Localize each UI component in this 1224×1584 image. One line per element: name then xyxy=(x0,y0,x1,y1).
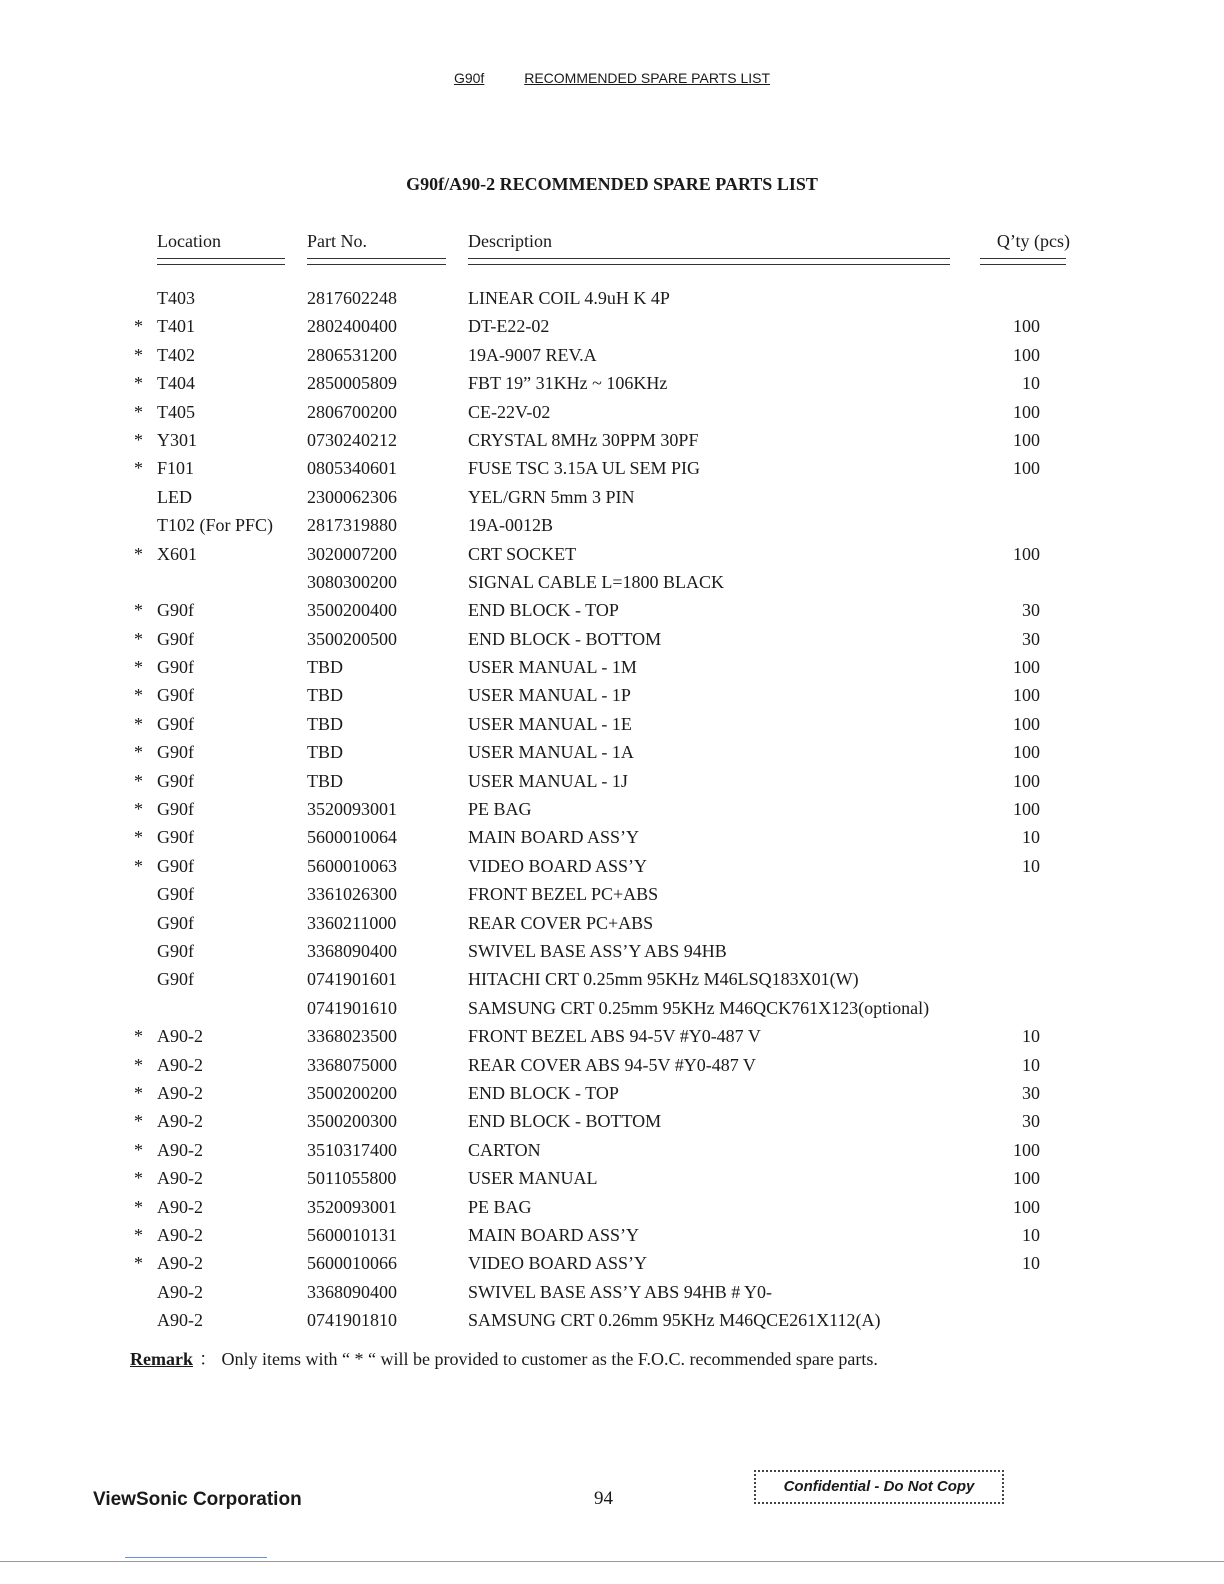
table-row xyxy=(130,369,1070,397)
cell-qty: 100 xyxy=(1013,1139,1040,1160)
cell-description: END BLOCK - TOP xyxy=(468,1082,619,1103)
cell-qty: 100 xyxy=(1013,344,1040,365)
bottom-divider xyxy=(0,1561,1224,1562)
cell-description: FRONT BEZEL PC+ABS xyxy=(468,884,659,905)
cell-description: HITACHI CRT 0.25mm 95KHz M46LSQ183X01(W) xyxy=(468,969,859,990)
table-row xyxy=(130,398,1070,426)
cell-qty: 100 xyxy=(1013,1168,1040,1189)
cell-part-no: 3520093001 xyxy=(307,1196,397,1217)
table-row xyxy=(130,284,1070,312)
cell-description: SWIVEL BASE ASS’Y ABS 94HB # Y0- xyxy=(468,1281,773,1302)
cell-location: G90f xyxy=(157,628,194,649)
confidential-stamp: Confidential - Do Not Copy xyxy=(754,1470,1004,1504)
cell-description: USER MANUAL - 1P xyxy=(468,685,631,706)
table-row xyxy=(130,1193,1070,1221)
cell-description: REAR COVER ABS 94-5V #Y0-487 V xyxy=(468,1054,756,1075)
cell-description: PE BAG xyxy=(468,1196,532,1217)
page-header xyxy=(0,70,1224,86)
table-row xyxy=(130,625,1070,653)
cell-location: A90-2 xyxy=(157,1168,203,1189)
cell-description: USER MANUAL xyxy=(468,1168,598,1189)
cell-qty: 30 xyxy=(1022,600,1040,621)
cell-location: LED xyxy=(157,486,192,507)
table-row xyxy=(130,1249,1070,1277)
cell-qty: 10 xyxy=(1022,373,1040,394)
cell-part-no: TBD xyxy=(307,742,343,763)
page-number: 94 xyxy=(594,1488,613,1509)
cell-part-no: 3360211000 xyxy=(307,912,397,933)
star-marker: * xyxy=(134,1168,143,1189)
column-header-description: Description xyxy=(468,231,552,251)
cell-part-no: 2806531200 xyxy=(307,344,397,365)
cell-part-no: 0741901601 xyxy=(307,969,397,990)
cell-location: T402 xyxy=(157,344,195,365)
cell-part-no: 2817602248 xyxy=(307,288,397,308)
cell-location: A90-2 xyxy=(157,1224,203,1245)
table-row xyxy=(130,994,1070,1022)
cell-location: A90-2 xyxy=(157,1026,203,1047)
cell-qty: 100 xyxy=(1013,401,1040,422)
cell-description: MAIN BOARD ASS’Y xyxy=(468,1224,640,1245)
star-marker: * xyxy=(134,855,143,876)
header-model: G90f xyxy=(453,70,485,86)
star-marker: * xyxy=(134,543,143,564)
cell-qty: 100 xyxy=(1013,316,1040,337)
star-marker: * xyxy=(134,429,143,450)
star-marker: * xyxy=(134,827,143,848)
cell-qty: 100 xyxy=(1013,657,1040,678)
star-marker: * xyxy=(134,657,143,678)
star-marker: * xyxy=(134,401,143,422)
star-marker: * xyxy=(134,1139,143,1160)
rule-part-no xyxy=(307,258,446,265)
table-row xyxy=(130,1278,1070,1306)
table-row xyxy=(130,596,1070,624)
cell-qty: 100 xyxy=(1013,543,1040,564)
cell-description: SIGNAL CABLE L=1800 BLACK xyxy=(468,571,724,592)
star-marker: * xyxy=(134,1026,143,1047)
cell-location: G90f xyxy=(157,657,194,678)
cell-qty: 100 xyxy=(1013,685,1040,706)
table-row xyxy=(130,653,1070,681)
table-row xyxy=(130,681,1070,709)
table-row xyxy=(130,767,1070,795)
cell-part-no: TBD xyxy=(307,685,343,706)
table-row xyxy=(130,1136,1070,1164)
cell-qty: 100 xyxy=(1013,429,1040,450)
star-marker: * xyxy=(134,344,143,365)
cell-part-no: 5600010066 xyxy=(307,1253,397,1274)
star-marker: * xyxy=(134,316,143,337)
star-marker: * xyxy=(134,1224,143,1245)
cell-location: G90f xyxy=(157,770,194,791)
header-rules xyxy=(130,254,1070,284)
table-body xyxy=(130,284,1070,1334)
footer-company: ViewSonic Corporation xyxy=(93,1489,302,1510)
spare-parts-table xyxy=(130,228,1070,1334)
cell-description: END BLOCK - BOTTOM xyxy=(468,628,662,649)
cell-qty: 10 xyxy=(1022,1054,1040,1075)
star-marker: * xyxy=(134,1196,143,1217)
cell-description: LINEAR COIL 4.9uH K 4P xyxy=(468,288,670,308)
table-row xyxy=(130,1107,1070,1135)
cell-part-no: 3368090400 xyxy=(307,940,397,961)
cell-part-no: 0741901610 xyxy=(307,997,397,1018)
table-row xyxy=(130,710,1070,738)
table-row xyxy=(130,880,1070,908)
star-marker: * xyxy=(134,1253,143,1274)
cell-part-no: 2806700200 xyxy=(307,401,397,422)
cell-location: A90-2 xyxy=(157,1253,203,1274)
cell-description: VIDEO BOARD ASS’Y xyxy=(468,1253,648,1274)
cell-description: FRONT BEZEL ABS 94-5V #Y0-487 V xyxy=(468,1026,761,1047)
cell-description: VIDEO BOARD ASS’Y xyxy=(468,855,648,876)
cell-description: USER MANUAL - 1J xyxy=(468,770,628,791)
bottom-link-underline xyxy=(125,1557,267,1558)
cell-part-no: 0805340601 xyxy=(307,458,397,479)
column-header-location: Location xyxy=(157,231,221,251)
star-marker: * xyxy=(134,458,143,479)
table-row xyxy=(130,454,1070,482)
cell-location: A90-2 xyxy=(157,1196,203,1217)
cell-location: X601 xyxy=(157,543,197,564)
cell-part-no: TBD xyxy=(307,770,343,791)
cell-location: T404 xyxy=(157,373,195,394)
table-row xyxy=(130,312,1070,340)
table-row xyxy=(130,823,1070,851)
cell-part-no: 3500200500 xyxy=(307,628,397,649)
cell-location: G90f xyxy=(157,799,194,820)
cell-qty: 30 xyxy=(1022,1082,1040,1103)
cell-qty: 10 xyxy=(1022,1026,1040,1047)
cell-description: END BLOCK - TOP xyxy=(468,600,619,621)
cell-part-no: 3368075000 xyxy=(307,1054,397,1075)
cell-location: F101 xyxy=(157,458,195,479)
table-row xyxy=(130,965,1070,993)
table-row xyxy=(130,1306,1070,1334)
cell-location: A90-2 xyxy=(157,1310,203,1331)
table-row xyxy=(130,909,1070,937)
cell-description: 19A-0012B xyxy=(468,515,553,536)
table-row xyxy=(130,511,1070,539)
star-marker: * xyxy=(134,799,143,820)
cell-part-no: 2300062306 xyxy=(307,486,397,507)
star-marker: * xyxy=(134,1082,143,1103)
cell-location: G90f xyxy=(157,600,194,621)
cell-part-no: 2802400400 xyxy=(307,316,397,337)
rule-description xyxy=(468,258,950,265)
cell-qty: 100 xyxy=(1013,770,1040,791)
cell-description: CARTON xyxy=(468,1139,541,1160)
star-marker: * xyxy=(134,373,143,394)
remark-label: Remark xyxy=(130,1349,193,1369)
table-row xyxy=(130,568,1070,596)
cell-part-no: 0741901810 xyxy=(307,1310,397,1331)
cell-description: CRYSTAL 8MHz 30PPM 30PF xyxy=(468,429,699,450)
cell-qty: 10 xyxy=(1022,855,1040,876)
header-title: RECOMMENDED SPARE PARTS LIST xyxy=(524,70,771,86)
cell-qty: 10 xyxy=(1022,1224,1040,1245)
cell-description: 19A-9007 REV.A xyxy=(468,344,597,365)
cell-location: Y301 xyxy=(157,429,197,450)
cell-location: A90-2 xyxy=(157,1082,203,1103)
cell-description: USER MANUAL - 1E xyxy=(468,713,632,734)
star-marker: * xyxy=(134,1054,143,1075)
cell-part-no: 5600010131 xyxy=(307,1224,397,1245)
cell-qty: 100 xyxy=(1013,458,1040,479)
remark xyxy=(130,1345,878,1371)
table-row xyxy=(130,852,1070,880)
cell-description: USER MANUAL - 1A xyxy=(468,742,634,763)
table-row xyxy=(130,1164,1070,1192)
table-row xyxy=(130,540,1070,568)
cell-part-no: 3500200300 xyxy=(307,1111,397,1132)
cell-description: SAMSUNG CRT 0.26mm 95KHz M46QCE261X112(A) xyxy=(468,1310,881,1331)
table-row xyxy=(130,795,1070,823)
star-marker: * xyxy=(134,685,143,706)
cell-part-no: TBD xyxy=(307,713,343,734)
cell-part-no: 3500200200 xyxy=(307,1082,397,1103)
cell-description: SAMSUNG CRT 0.25mm 95KHz M46QCK761X123(optional) xyxy=(468,997,930,1018)
cell-part-no: 3510317400 xyxy=(307,1139,397,1160)
table-row xyxy=(130,738,1070,766)
cell-location: A90-2 xyxy=(157,1139,203,1160)
table-row xyxy=(130,483,1070,511)
cell-qty: 100 xyxy=(1013,713,1040,734)
cell-description: FBT 19” 31KHz ~ 106KHz xyxy=(468,373,668,394)
cell-location: A90-2 xyxy=(157,1054,203,1075)
cell-description: CRT SOCKET xyxy=(468,543,577,564)
cell-description: PE BAG xyxy=(468,799,532,820)
cell-location: G90f xyxy=(157,713,194,734)
table-row xyxy=(130,426,1070,454)
cell-part-no: 5011055800 xyxy=(307,1168,397,1189)
cell-description: CE-22V-02 xyxy=(468,401,551,422)
star-marker: * xyxy=(134,770,143,791)
star-marker: * xyxy=(134,1111,143,1132)
star-marker: * xyxy=(134,628,143,649)
star-marker: * xyxy=(134,713,143,734)
table-header-row xyxy=(130,228,1070,254)
cell-qty: 100 xyxy=(1013,742,1040,763)
cell-part-no: 5600010063 xyxy=(307,855,397,876)
column-header-part-no: Part No. xyxy=(307,231,367,251)
cell-part-no: 5600010064 xyxy=(307,827,397,848)
cell-qty: 100 xyxy=(1013,1196,1040,1217)
table-row xyxy=(130,341,1070,369)
cell-part-no: 2850005809 xyxy=(307,373,397,394)
rule-qty xyxy=(980,258,1066,265)
cell-location: G90f xyxy=(157,855,194,876)
star-marker: * xyxy=(134,600,143,621)
cell-part-no: 2817319880 xyxy=(307,515,397,536)
cell-qty: 30 xyxy=(1022,628,1040,649)
cell-qty: 10 xyxy=(1022,1253,1040,1274)
cell-description: SWIVEL BASE ASS’Y ABS 94HB xyxy=(468,940,727,961)
cell-description: MAIN BOARD ASS’Y xyxy=(468,827,640,848)
cell-location: G90f xyxy=(157,884,194,905)
cell-location: G90f xyxy=(157,940,194,961)
cell-part-no: 3520093001 xyxy=(307,799,397,820)
table-row xyxy=(130,1079,1070,1107)
cell-location: G90f xyxy=(157,742,194,763)
cell-description: FUSE TSC 3.15A UL SEM PIG xyxy=(468,458,701,479)
document-title: G90f/A90-2 RECOMMENDED SPARE PARTS LIST xyxy=(406,174,818,194)
cell-location: T405 xyxy=(157,401,195,422)
cell-part-no: 3020007200 xyxy=(307,543,397,564)
cell-description: DT-E22-02 xyxy=(468,316,550,337)
cell-qty: 10 xyxy=(1022,827,1040,848)
cell-description: YEL/GRN 5mm 3 PIN xyxy=(468,486,635,507)
table-row xyxy=(130,1221,1070,1249)
cell-part-no: 3080300200 xyxy=(307,571,397,592)
star-marker: * xyxy=(134,742,143,763)
table-row xyxy=(130,1022,1070,1050)
table-row xyxy=(130,937,1070,965)
table-row xyxy=(130,1051,1070,1079)
cell-description: END BLOCK - BOTTOM xyxy=(468,1111,662,1132)
cell-part-no: TBD xyxy=(307,657,343,678)
cell-part-no: 0730240212 xyxy=(307,429,397,450)
cell-location: T102 (For PFC) xyxy=(157,515,274,536)
cell-part-no: 3368023500 xyxy=(307,1026,397,1047)
rule-location xyxy=(157,258,285,265)
cell-description: REAR COVER PC+ABS xyxy=(468,912,654,933)
cell-location: T401 xyxy=(157,316,195,337)
cell-location: G90f xyxy=(157,912,194,933)
cell-qty: 100 xyxy=(1013,799,1040,820)
column-header-qty: Q’ty (pcs) xyxy=(996,231,1070,251)
cell-location: G90f xyxy=(157,685,194,706)
cell-location: G90f xyxy=(157,969,194,990)
cell-qty: 30 xyxy=(1022,1111,1040,1132)
cell-location: G90f xyxy=(157,827,194,848)
cell-part-no: 3500200400 xyxy=(307,600,397,621)
cell-description: USER MANUAL - 1M xyxy=(468,657,637,678)
cell-location: A90-2 xyxy=(157,1111,203,1132)
cell-part-no: 3368090400 xyxy=(307,1281,397,1302)
cell-location: A90-2 xyxy=(157,1281,203,1302)
cell-part-no: 3361026300 xyxy=(307,884,397,905)
cell-location: T403 xyxy=(157,288,195,308)
remark-text: ： Only items with “ * “ will be provided to customer as the F.O.C. recommended spare parts. xyxy=(198,1349,878,1369)
